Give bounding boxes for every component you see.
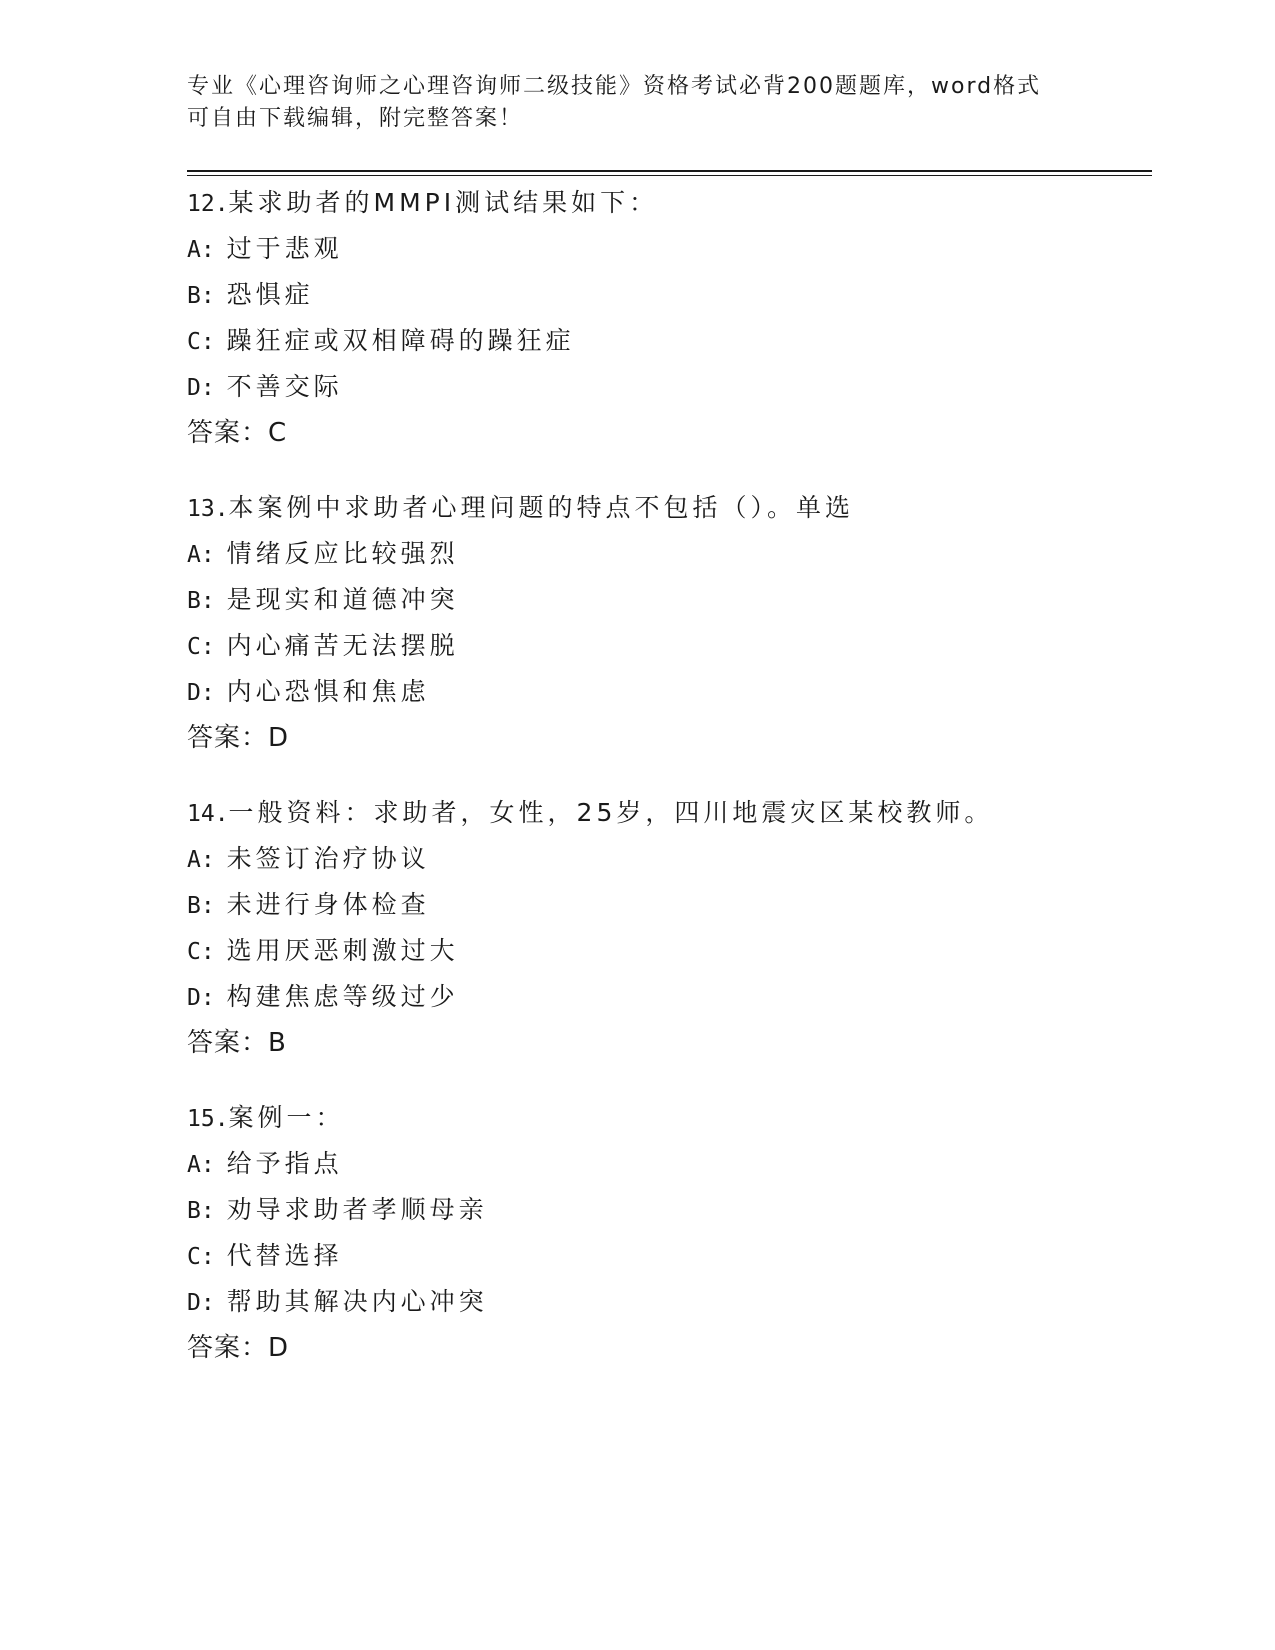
option-c: C: 内心痛苦无法摆脱 [187,631,459,660]
question-number: 13. [187,496,229,522]
option-b: B: 是现实和道德冲突 [187,585,459,614]
question-stem [187,790,1147,836]
header-rule-top [187,170,1152,172]
answer-line: 答案：D [187,723,290,753]
question-text: 本案例中求助者心理问题的特点不包括（）。单选 [228,493,855,522]
option-b: B: 恐惧症 [187,280,314,309]
question-text: 案例一： [228,1103,345,1132]
option-b: B: 劝导求助者孝顺母亲 [187,1195,488,1224]
question-stem [187,1095,1147,1141]
option-c: C: 躁狂症或双相障碍的躁狂症 [187,326,575,355]
question-text: 一般资料：求助者，女性，25岁，四川地震灾区某校教师。 [228,798,994,827]
option-c: C: 代替选择 [187,1241,343,1270]
option-d: D: 不善交际 [187,372,343,401]
option-d: D: 构建焦虑等级过少 [187,982,459,1011]
question-stem [187,180,1147,226]
option-d: D: 内心恐惧和焦虑 [187,677,430,706]
question-number: 14. [187,801,229,827]
question-number: 12. [187,191,229,217]
option-b: B: 未进行身体检查 [187,890,430,919]
option-d: D: 帮助其解决内心冲突 [187,1287,488,1316]
option-a: A: 情绪反应比较强烈 [187,539,459,568]
answer-line: 答案：D [187,1333,290,1363]
question-14 [187,790,1147,1066]
option-a: A: 给予指点 [187,1149,343,1178]
header-line-2: 可自由下载编辑，附完整答案！ [187,106,524,131]
question-15 [187,1095,1147,1371]
option-a: A: 过于悲观 [187,234,343,263]
question-12 [187,180,1147,456]
answer-line: 答案：B [187,1028,287,1058]
option-a: A: 未签订治疗协议 [187,844,430,873]
header-line-1: 专业《心理咨询师之心理咨询师二级技能》资格考试必背200题题库，word格式 [187,74,1042,99]
question-number: 15. [187,1106,229,1132]
answer-line: 答案：C [187,418,288,448]
question-text: 某求助者的MMPI测试结果如下： [228,188,659,217]
header-rule-bottom [187,175,1152,176]
option-c: C: 选用厌恶刺激过大 [187,936,459,965]
question-stem [187,485,1147,531]
question-13 [187,485,1147,761]
